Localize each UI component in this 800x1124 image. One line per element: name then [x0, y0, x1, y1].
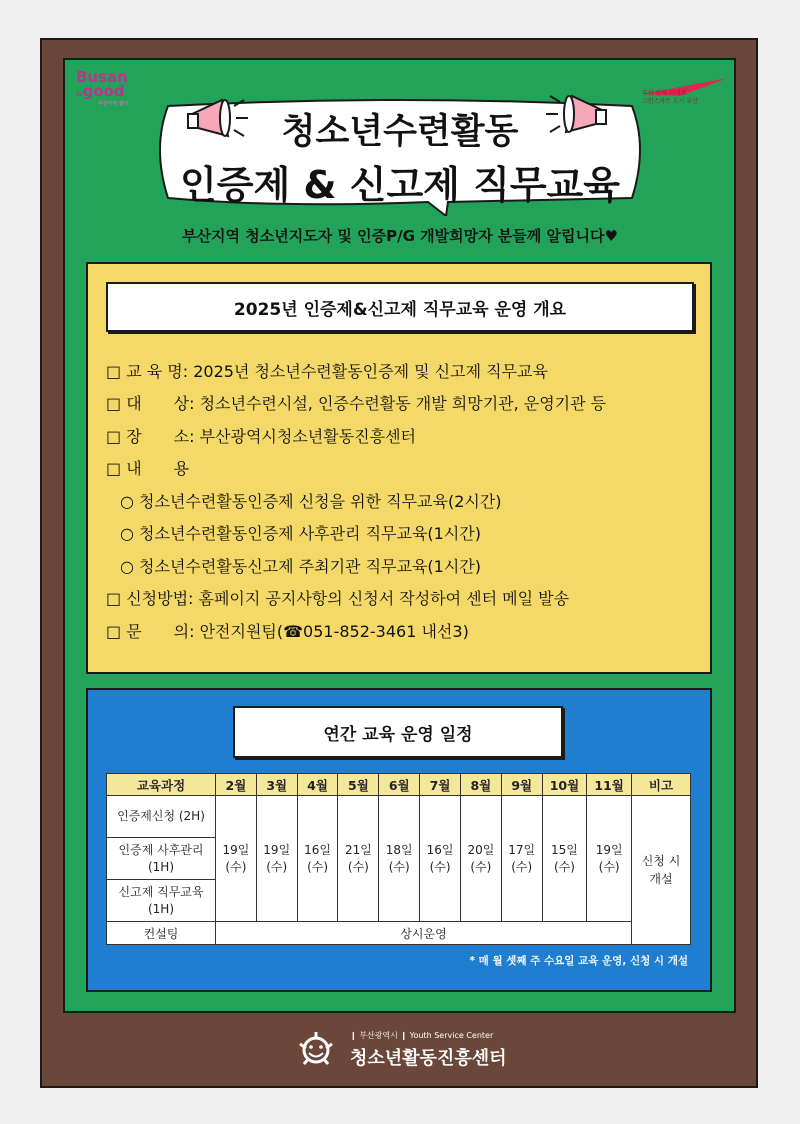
overview-sub-item: ○ 청소년수련활동신고제 주최기관 직무교육(1시간)	[120, 556, 482, 576]
busan-slogan-logo	[640, 76, 730, 110]
month-header: 11월	[587, 774, 632, 796]
table-row	[107, 922, 691, 945]
month-header: 6월	[379, 774, 420, 796]
date-cell	[501, 796, 542, 922]
schedule-heading: 연간 교육 운영 일정	[233, 706, 563, 758]
date-cell	[460, 796, 501, 922]
schedule-header-row	[107, 774, 691, 796]
date-weekday: (수)	[511, 859, 533, 874]
overview-item: □ 문 의: 안전지원팀(☎051-852-3461 내선3)	[106, 621, 469, 641]
overview-list	[106, 354, 696, 647]
date-weekday: (수)	[429, 859, 451, 874]
date-weekday: (수)	[225, 859, 247, 874]
footer-line2: 청소년활동진흥센터	[350, 1048, 507, 1069]
date-weekday: (수)	[598, 859, 620, 874]
date-weekday: (수)	[307, 859, 329, 874]
date-weekday: (수)	[553, 859, 575, 874]
date-cell	[379, 796, 420, 922]
month-header: 2월	[216, 774, 257, 796]
logo-right-line1: 부산 먼저 미래로	[642, 90, 687, 97]
busan-is-good-logo: Busan isgood 부산이라 좋다	[76, 68, 129, 107]
consulting-label-cell: 컨설팅	[107, 922, 216, 945]
subtitle: 부산지역 청소년지도자 및 인증P/G 개발희망자 분들께 알립니다♥	[182, 227, 618, 245]
date-weekday: (수)	[388, 859, 410, 874]
smiley-face-icon	[296, 1030, 336, 1070]
month-header: 5월	[338, 774, 379, 796]
month-header: 8월	[460, 774, 501, 796]
date-cell	[297, 796, 338, 922]
date-cell	[216, 796, 257, 922]
month-header: 9월	[501, 774, 542, 796]
title-line-1: 청소년수련활동	[281, 112, 519, 152]
month-header: 10월	[542, 774, 587, 796]
date-day: 21일	[344, 842, 372, 857]
date-day: 19일	[595, 842, 623, 857]
date-cell	[420, 796, 461, 922]
note-column-header: 비고	[632, 774, 691, 796]
overview-sub-item: ○ 청소년수련활동인증제 신청을 위한 직무교육(2시간)	[120, 491, 502, 511]
course-cell: 신고제 직무교육(1H)	[107, 880, 216, 922]
date-cell	[338, 796, 379, 922]
date-day: 18일	[385, 842, 413, 857]
date-cell	[256, 796, 297, 922]
date-cell	[542, 796, 587, 922]
date-cell	[587, 796, 632, 922]
date-day: 20일	[467, 842, 495, 857]
logo-left-sub: 부산이라 좋다	[98, 101, 129, 107]
overview-item: □ 교 육 명: 2025년 청소년수련활동인증제 및 신고제 직무교육	[106, 361, 548, 381]
schedule-table	[106, 773, 691, 945]
table-row	[107, 796, 691, 838]
date-day: 19일	[263, 842, 291, 857]
overview-item: □ 대 상: 청소년수련시설, 인증수련활동 개발 희망기관, 운영기관 등	[106, 394, 607, 414]
course-column-header: 교육과정	[107, 774, 216, 796]
logo-right-line2: 그린스마트 도시 부산	[642, 98, 698, 105]
megaphone-left-icon	[186, 94, 250, 144]
date-weekday: (수)	[266, 859, 288, 874]
overview-item: □ 내 용	[106, 459, 190, 479]
overview-item: □ 장 소: 부산광역시청소년활동진흥센터	[106, 426, 416, 446]
title-line-2: 인증제 & 신고제 직무교육	[180, 163, 620, 207]
month-header: 4월	[297, 774, 338, 796]
overview-sub-item: ○ 청소년수련활동인증제 사후관리 직무교육(1시간)	[120, 524, 482, 544]
note-cell: 신청 시 개설	[632, 796, 691, 945]
overview-heading: 2025년 인증제&신고제 직무교육 운영 개요	[106, 282, 694, 332]
course-cell: 인증제신청 (2H)	[107, 796, 216, 838]
consulting-value-cell: 상시운영	[216, 922, 632, 945]
date-weekday: (수)	[347, 859, 369, 874]
date-day: 16일	[426, 842, 454, 857]
month-header: 3월	[256, 774, 297, 796]
course-cell: 인증제 사후관리(1H)	[107, 838, 216, 880]
megaphone-right-icon	[544, 90, 608, 140]
date-day: 15일	[551, 842, 578, 857]
footer-logo	[296, 1024, 526, 1074]
date-weekday: (수)	[470, 859, 492, 874]
date-day: 16일	[304, 842, 331, 857]
schedule-footnote: * 매 월 셋째 주 수요일 교육 운영, 신청 시 개설	[469, 955, 688, 967]
overview-item: □ 신청방법: 홈페이지 공지사항의 신청서 작성하여 센터 메일 발송	[106, 589, 570, 609]
month-header: 7월	[420, 774, 461, 796]
date-day: 17일	[508, 842, 536, 857]
footer-line1: ❙ 부산광역시 ❙ Youth Service Center	[350, 1031, 494, 1040]
date-day: 19일	[222, 842, 250, 857]
